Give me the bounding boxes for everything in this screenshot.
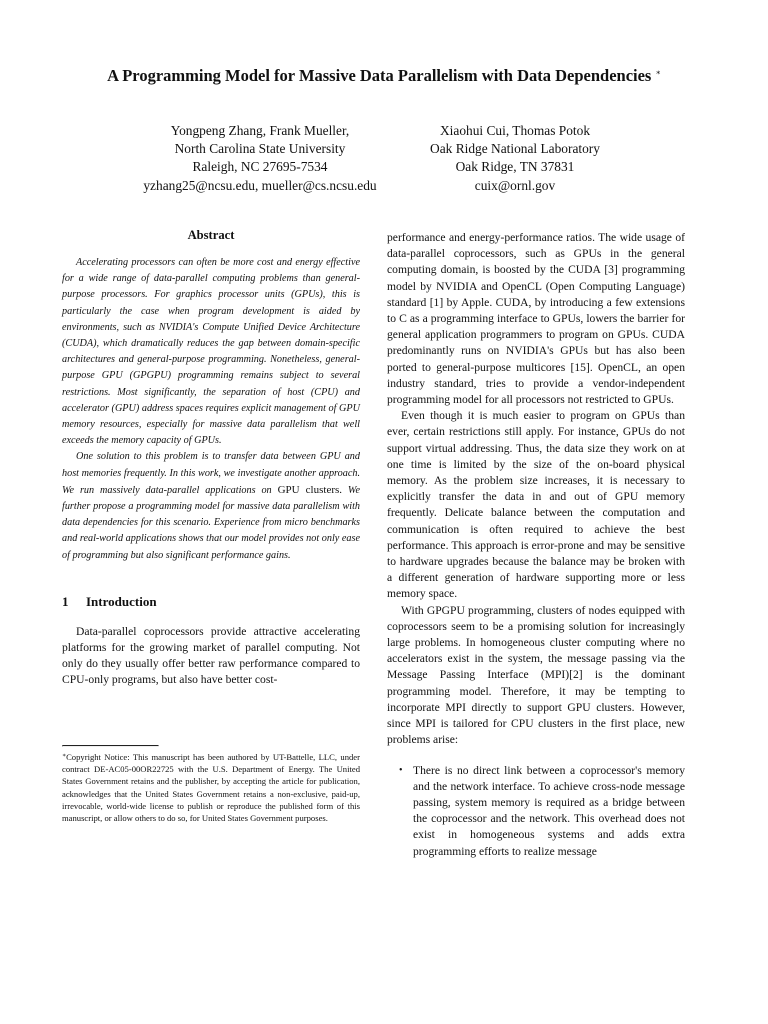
abstract-paragraph-1: Accelerating processors can often be more cost and energy effective for a wide range of data-parallel computing problems than general-purpose processors. For graphics processor units (GPUs), this is particularly the case when program development is aided by environments, such as NVIDIA's Compute Unified Device Architecture (CUDA), which dramatically reduces the gap between domain-specific architectures and general-purpose programming. Nonetheless, general-purpose GPU (GPGPU) programming remains subject to several restrictions. Most significantly, the separation of host (CPU) and accelerator (GPU) address spaces requires explicit management of GPU memory resources, especially for massive data parallelism that well exceeds the memory capacity of GPUs. (62, 257, 360, 447)
author-names-left: Yongpeng Zhang, Frank Mueller, (170, 123, 350, 138)
author-names-right: Xiaohui Cui, Thomas Potok (439, 123, 591, 138)
intro-paragraph-3: Even though it is much easier to program on GPUs than ever, certain restrictions still apply. For instance, GPUs do not support virtual addressing. Thus, the data size they work on at one time is limited by the size of the on-board physical memory. As the problem size increases, it is necessary to explicitly transfer the data in and out of GPU memory frequently. Delicate balance between the computation and communication is often required to achieve the best performance. This approach is error-prone and may be sensitive to hardware upgrades because the balance may be broken with a different generation of hardware supporting more or less memory space. (387, 409, 685, 601)
abstract-p2-upright: GPU clusters. (277, 483, 343, 496)
list-item (387, 763, 685, 860)
section-title: Introduction (86, 593, 157, 609)
affiliation-right: Oak Ridge National Laboratory (430, 141, 600, 157)
address-left: Raleigh, NC 27695-7534 (192, 159, 328, 175)
author-block-ornl (395, 122, 635, 195)
footnote-mark: ∗ (62, 753, 67, 759)
address-right: Oak Ridge, TN 37831 (455, 159, 575, 175)
paper-title (40, 66, 728, 86)
abstract-p2-start: One solution to this problem is to transfer data between GPU and host memories frequently. In this work, we investigate another approach. We run massively data-parallel applications on (62, 451, 360, 496)
right-column (387, 230, 685, 860)
email-right: cuix@ornl.gov (474, 177, 556, 193)
abstract-paragraph-2 (62, 449, 360, 563)
bullet-text: There is no direct link between a coprocessor's memory and the network interface. To achieve cross-node message passing, system memory is required as a bridge between the coprocessor and the network. This overhead does not exist in homogeneous systems and adds extra programming efforts to realize message (413, 763, 685, 858)
abstract-heading: Abstract (187, 228, 235, 242)
author-block-ncsu (100, 122, 420, 195)
left-column (62, 228, 360, 689)
section-heading-introduction (62, 594, 360, 610)
intro-left-text (62, 624, 360, 689)
intro-paragraph-1: Data-parallel coprocessors provide attractive accelerating platforms for the growing market of parallel computing. Not only do they usually offer better raw performance compared to CPU-only programs, but also have better cost- (62, 624, 360, 687)
problem-list (387, 763, 685, 860)
email-left: yzhang25@ncsu.edu, mueller@cs.ncsu.edu (143, 177, 377, 193)
section-number: 1 (62, 593, 69, 609)
copyright-footnote (62, 750, 360, 824)
abstract-p2-end: We further propose a programming model for massive data parallelism with data dependencies for this scenario. Experience from micro benchmarks and real-world applications shows that our model provides not only ease of programming but also significant performance gains. (62, 484, 361, 561)
intro-paragraph-4: With GPGPU programming, clusters of nodes equipped with coprocessors seem to be a promising solution for increasingly large problems. In homogeneous cluster computing where no accelerators exist in the system, the message passing via the Message Passing Interface (MPI)[2] is the dominant programming model. Therefore, it may be tempting to incorporate MPI directly to support GPU clusters. However, since MPI is tailored for CPU clusters in the first place, new problems arise: (387, 603, 685, 747)
bullet-marker: • (399, 764, 403, 776)
intro-paragraph-2: performance and energy-performance ratios. The wide usage of data-parallel coprocessors, such as GPUs in the general computing domain, is boosted by the CUDA [3] programming model by NVIDIA and OpenCL (Open Computing Language) standard [1] by Apple. CUDA, by introducing a few extensions to C as a programming interface to GPUs, lowers the barrier for general application programmers to program on GPUs. CUDA predominantly runs on NVIDIA's GPUs but has also been ported to general-purpose multicores [15]. OpenCL, an open industry standard, tries to provide a vendor-independent programming model for all processors not restricted to GPUs. (387, 231, 685, 407)
title-footnote-mark: ∗ (655, 68, 661, 77)
affiliation-left: North Carolina State University (174, 141, 346, 157)
title-text: A Programming Model for Massive Data Parallelism with Data Dependencies (107, 66, 652, 85)
footnote-text: Copyright Notice: This manuscript has been authored by UT-Battelle, LLC, under contract DE-AC05-00OR22725 with the U.S. Department of Energy. The United States Government retains and the publisher, by accepting the article for publication, acknowledges that the United States Government retains a non-exclusive, paid-up, irrevocable, world-wide license to publish or reproduce the published form of this manuscript, or allow others to do so, for United States Government purposes. (62, 752, 360, 824)
abstract (62, 228, 360, 564)
footnote-rule (62, 745, 159, 747)
